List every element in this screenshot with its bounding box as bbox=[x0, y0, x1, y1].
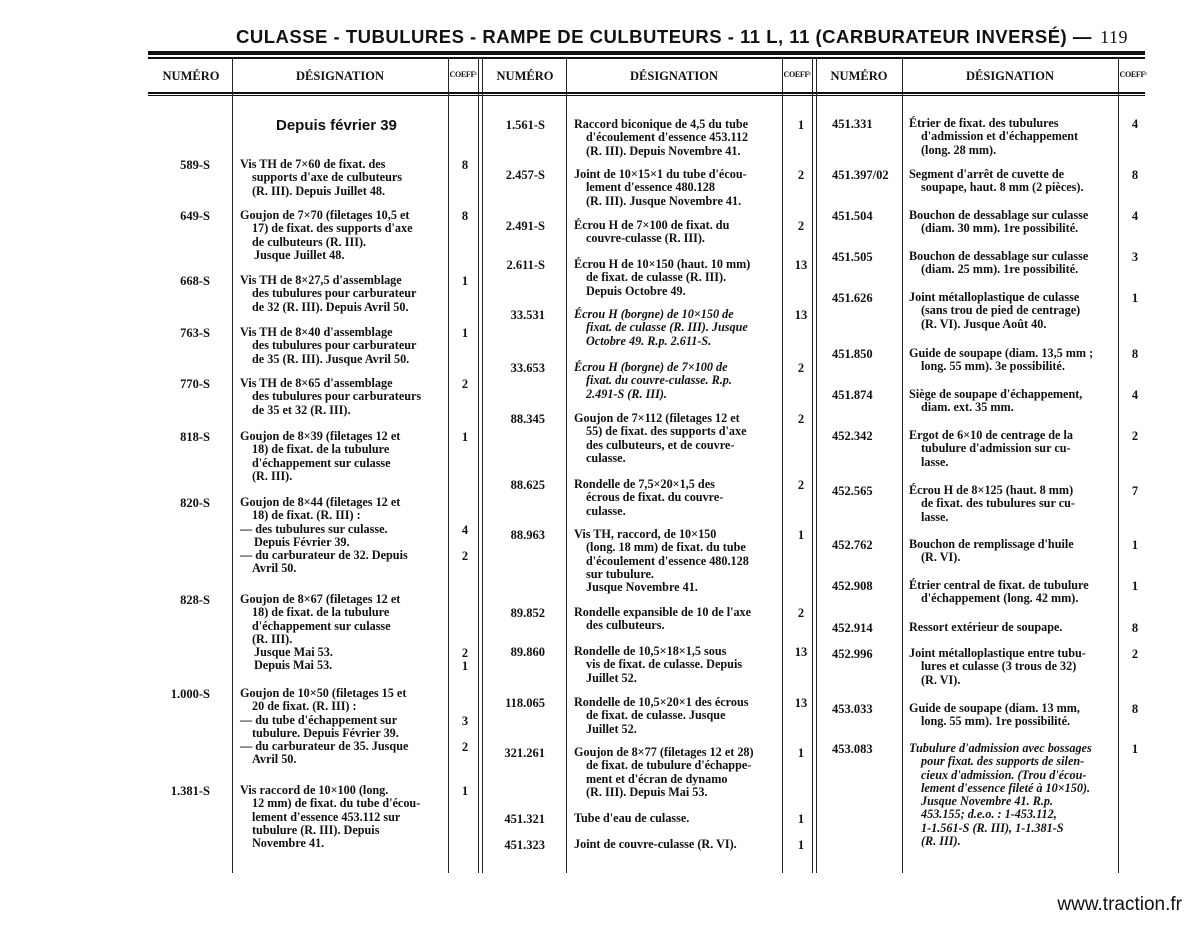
divider bbox=[448, 58, 449, 873]
part-designation bbox=[909, 538, 1074, 565]
part-number: 452.762 bbox=[832, 538, 873, 552]
part-number: 33.653 bbox=[510, 361, 545, 375]
part-coefficient: 1 bbox=[461, 784, 469, 798]
part-coefficient: 4 bbox=[461, 523, 469, 537]
part-coefficient: 2 bbox=[1131, 429, 1139, 443]
part-designation bbox=[240, 326, 416, 366]
designation-line: Depuis Février 39. bbox=[254, 534, 350, 549]
part-number: 820-S bbox=[180, 496, 210, 510]
designation-line: 18) de fixat. de la tubulure bbox=[252, 442, 390, 457]
designation-line: lement d'essence 453.112 sur bbox=[252, 809, 401, 824]
designation-line: Écrou H de 10×150 (haut. 10 mm) bbox=[574, 257, 751, 271]
section-title: Depuis février 39 bbox=[276, 117, 397, 134]
designation-line: (long. 18 mm) de fixat. du tube bbox=[586, 540, 746, 555]
part-coefficient: 2 bbox=[461, 740, 469, 754]
designation-line: d'échappement (long. 42 mm). bbox=[921, 591, 1079, 606]
part-coefficient: 1 bbox=[797, 812, 805, 826]
divider bbox=[812, 58, 813, 873]
designation-line: pour fixat. des supports de silen- bbox=[921, 754, 1085, 769]
part-designation bbox=[574, 361, 732, 401]
designation-line: Siège de soupape d'échappement, bbox=[909, 387, 1083, 401]
designation-line: tubulure. Depuis Février 39. bbox=[252, 725, 399, 740]
designation-line: Avril 50. bbox=[252, 561, 297, 576]
part-number: 452.914 bbox=[832, 621, 873, 635]
part-number: 451.321 bbox=[504, 812, 545, 826]
designation-line: (R. III). bbox=[252, 468, 293, 483]
part-number: 2.457-S bbox=[505, 168, 545, 182]
part-number: 451.626 bbox=[832, 291, 873, 305]
designation-line: Rondelle de 10,5×20×1 des écrous bbox=[574, 695, 749, 709]
designation-line: Joint métalloplastique de culasse bbox=[909, 290, 1080, 304]
designation-line: Rondelle de 10,5×18×1,5 sous bbox=[574, 644, 727, 658]
part-coefficient: 2 bbox=[461, 549, 469, 563]
designation-line: Juillet 52. bbox=[586, 670, 637, 685]
header-rule-thin bbox=[148, 57, 1145, 59]
designation-line: (diam. 30 mm). 1re possibilité. bbox=[921, 221, 1079, 236]
part-coefficient: 13 bbox=[794, 308, 808, 322]
designation-line: 1-1.561-S (R. III), 1-1.381-S bbox=[921, 820, 1064, 835]
designation-line: Novembre 41. bbox=[252, 836, 325, 851]
part-number: 33.531 bbox=[510, 308, 545, 322]
part-number: 118.065 bbox=[505, 696, 545, 710]
designation-line: 18) de fixat. de la tubulure bbox=[252, 605, 390, 620]
designation-line: 18) de fixat. (R. III) : bbox=[252, 508, 361, 523]
part-number: 452.565 bbox=[832, 484, 873, 498]
designation-line: Segment d'arrêt de cuvette de bbox=[909, 167, 1065, 181]
footer-url: www.traction.fr bbox=[1057, 894, 1182, 915]
part-designation bbox=[574, 118, 748, 158]
part-coefficient: 2 bbox=[797, 606, 805, 620]
part-designation bbox=[240, 274, 416, 314]
part-designation bbox=[909, 117, 1078, 157]
part-coefficient: 4 bbox=[1131, 388, 1139, 402]
divider bbox=[566, 58, 567, 873]
designation-line: (R. VI). bbox=[921, 550, 961, 565]
part-designation bbox=[574, 812, 689, 825]
part-designation bbox=[240, 784, 420, 850]
designation-line: Goujon de 8×44 (filetages 12 et bbox=[240, 495, 401, 509]
designation-line: Écrou H de 7×100 de fixat. du bbox=[574, 218, 730, 232]
designation-line: Rondelle expansible de 10 de l'axe bbox=[574, 605, 752, 619]
part-number: 828-S bbox=[180, 593, 210, 607]
designation-line: Goujon de 8×67 (filetages 12 et bbox=[240, 592, 401, 606]
part-designation bbox=[574, 478, 723, 518]
designation-line: long. 55 mm). 3e possibilité. bbox=[921, 359, 1065, 374]
part-designation bbox=[574, 412, 746, 465]
designation-line: 453.155; d.e.o. : 1-453.112, bbox=[921, 807, 1057, 822]
part-coefficient: 4 bbox=[1131, 117, 1139, 131]
part-coefficient: 13 bbox=[794, 696, 808, 710]
col3-header-designation: DÉSIGNATION bbox=[966, 69, 1054, 83]
header-rule-thick bbox=[148, 51, 1145, 55]
col1-header-numero: NUMÉRO bbox=[162, 69, 220, 83]
designation-line: — des tubulures sur culasse. bbox=[240, 521, 388, 536]
designation-line: Depuis Mai 53. bbox=[254, 658, 333, 673]
part-coefficient: 2 bbox=[797, 412, 805, 426]
part-number: 1.000-S bbox=[170, 687, 210, 701]
part-number: 452.908 bbox=[832, 579, 873, 593]
designation-line: Vis TH, raccord, de 10×150 bbox=[574, 527, 717, 541]
col2-header-coeff: COEFFᵗ bbox=[783, 70, 811, 79]
designation-line: Goujon de 7×70 (filetages 10,5 et bbox=[240, 208, 410, 222]
designation-line: d'admission et d'échappement bbox=[921, 129, 1079, 144]
part-coefficient: 2 bbox=[461, 377, 469, 391]
part-designation bbox=[909, 429, 1073, 469]
designation-line: Avril 50. bbox=[252, 752, 297, 767]
part-designation bbox=[574, 168, 747, 208]
part-designation bbox=[240, 430, 400, 483]
designation-line: des tubulures pour carburateur bbox=[252, 286, 417, 301]
part-coefficient: 1 bbox=[797, 528, 805, 542]
part-coefficient: 1 bbox=[461, 326, 469, 340]
part-number: 452.996 bbox=[832, 647, 873, 661]
part-coefficient: 1 bbox=[1131, 742, 1139, 756]
designation-line: d'échappement sur culasse bbox=[252, 455, 391, 470]
part-coefficient: 8 bbox=[461, 209, 469, 223]
designation-line: sur tubulure. bbox=[586, 566, 654, 581]
part-coefficient: 8 bbox=[1131, 168, 1139, 182]
designation-line: Jusque Novembre 41. R.p. bbox=[921, 794, 1054, 809]
divider bbox=[902, 58, 903, 873]
designation-line: 17) de fixat. des supports d'axe bbox=[252, 221, 413, 236]
designation-line: lasse. bbox=[921, 454, 949, 469]
col3-header-coeff: COEFFᵗ bbox=[1119, 70, 1147, 79]
part-designation bbox=[574, 258, 750, 298]
col1-header-coeff: COEFFᵗ bbox=[449, 70, 477, 79]
designation-line: tubulure (R. III). Depuis bbox=[252, 822, 380, 837]
designation-line: Ergot de 6×10 de centrage de la bbox=[909, 428, 1073, 442]
col3-header-numero: NUMÉRO bbox=[830, 69, 888, 83]
designation-line: de fixat. des tubulures sur cu- bbox=[921, 496, 1075, 511]
designation-line: (sans trou de pied de centrage) bbox=[921, 303, 1081, 318]
part-number: 451.331 bbox=[832, 117, 873, 131]
designation-line: — du carburateur de 35. Jusque bbox=[240, 739, 409, 754]
designation-line: Guide de soupape (diam. 13 mm, bbox=[909, 701, 1080, 715]
part-designation bbox=[909, 579, 1089, 606]
part-number: 453.083 bbox=[832, 742, 873, 756]
part-coefficient: 13 bbox=[794, 645, 808, 659]
designation-line: 20 de fixat. (R. III) : bbox=[252, 699, 357, 714]
designation-line: Joint de 10×15×1 du tube d'écou- bbox=[574, 167, 747, 181]
part-coefficient: 2 bbox=[1131, 647, 1139, 661]
designation-line: Joint métalloplastique entre tubu- bbox=[909, 646, 1086, 660]
part-number: 763-S bbox=[180, 326, 210, 340]
part-number: 88.345 bbox=[510, 412, 545, 426]
designation-line: Jusque Mai 53. bbox=[254, 645, 333, 660]
designation-line: (R. III). Depuis Novembre 41. bbox=[586, 143, 741, 158]
designation-line: (R. III). bbox=[252, 631, 293, 646]
designation-line: Vis TH de 7×60 de fixat. des bbox=[240, 157, 386, 171]
designation-line: des tubulures pour carburateurs bbox=[252, 389, 422, 404]
designation-line: Goujon de 8×77 (filetages 12 et 28) bbox=[574, 745, 754, 759]
designation-line: tubulure d'admission sur cu- bbox=[921, 441, 1071, 456]
part-coefficient: 1 bbox=[1131, 538, 1139, 552]
part-designation bbox=[909, 209, 1088, 236]
designation-line: lasse. bbox=[921, 509, 949, 524]
designation-line: culasse. bbox=[586, 450, 626, 465]
part-designation bbox=[574, 606, 751, 633]
divider bbox=[782, 58, 783, 873]
part-number: 649-S bbox=[180, 209, 210, 223]
column-header-rule bbox=[148, 92, 1145, 94]
designation-line: (long. 28 mm). bbox=[921, 142, 997, 157]
page-number: 119 bbox=[1100, 27, 1128, 47]
part-designation bbox=[909, 388, 1082, 415]
part-designation bbox=[574, 645, 742, 685]
designation-line: des tubulures pour carburateur bbox=[252, 338, 417, 353]
designation-line: Vis TH de 8×65 d'assemblage bbox=[240, 376, 393, 390]
designation-line: de fixat. de culasse (R. III). bbox=[586, 270, 727, 285]
designation-line: vis de fixat. de culasse. Depuis bbox=[586, 657, 743, 672]
part-coefficient: 1 bbox=[461, 430, 469, 444]
designation-line: (R. VI). bbox=[921, 672, 961, 687]
part-designation bbox=[240, 209, 412, 262]
part-number: 1.561-S bbox=[505, 118, 545, 132]
part-coefficient: 4 bbox=[1131, 209, 1139, 223]
part-number: 321.261 bbox=[504, 746, 545, 760]
designation-line: Vis raccord de 10×100 (long. bbox=[240, 783, 389, 797]
part-number: 452.342 bbox=[832, 429, 873, 443]
part-designation bbox=[909, 168, 1084, 195]
designation-line: Depuis Octobre 49. bbox=[586, 283, 686, 298]
part-coefficient: 7 bbox=[1131, 484, 1139, 498]
designation-line: Tubulure d'admission avec bossages bbox=[909, 741, 1092, 755]
part-designation bbox=[909, 742, 1092, 848]
designation-line: fixat. du couvre-culasse. R.p. bbox=[586, 373, 732, 388]
part-designation bbox=[240, 377, 421, 417]
part-number: 451.850 bbox=[832, 347, 873, 361]
designation-line: (R. III). Depuis Mai 53. bbox=[586, 784, 708, 799]
part-designation bbox=[909, 347, 1093, 374]
designation-line: Bouchon de dessablage sur culasse bbox=[909, 208, 1089, 222]
designation-line: d'écoulement d'essence 480.128 bbox=[586, 553, 749, 568]
part-number: 89.860 bbox=[510, 645, 545, 659]
designation-line: Tube d'eau de culasse. bbox=[574, 811, 690, 825]
designation-line: Jusque Novembre 41. bbox=[586, 580, 698, 595]
part-coefficient: 1 bbox=[461, 274, 469, 288]
designation-line: d'écoulement d'essence 453.112 bbox=[586, 130, 749, 145]
part-coefficient: 8 bbox=[1131, 621, 1139, 635]
designation-line: lement d'essence 480.128 bbox=[586, 180, 715, 195]
part-number: 589-S bbox=[180, 158, 210, 172]
part-designation bbox=[909, 484, 1075, 524]
designation-line: Joint de couvre-culasse (R. VI). bbox=[574, 837, 737, 851]
designation-line: de 35 (R. III). Jusque Avril 50. bbox=[252, 351, 410, 366]
designation-line: lures et culasse (3 trous de 32) bbox=[921, 659, 1077, 674]
part-number: 668-S bbox=[180, 274, 210, 288]
designation-line: (R. III). Depuis Juillet 48. bbox=[252, 183, 386, 198]
col2-header-numero: NUMÉRO bbox=[496, 69, 554, 83]
part-number: 1.381-S bbox=[170, 784, 210, 798]
part-designation bbox=[574, 308, 748, 348]
designation-line: Juillet 52. bbox=[586, 721, 637, 736]
title-text: CULASSE - TUBULURES - RAMPE DE CULBUTEURS - 11 L, 11 (CARBURATEUR INVERSÉ) — bbox=[236, 26, 1092, 47]
part-number: 2.491-S bbox=[505, 219, 545, 233]
divider bbox=[1118, 58, 1119, 873]
part-coefficient: 2 bbox=[797, 219, 805, 233]
part-designation bbox=[240, 158, 402, 198]
part-designation bbox=[240, 496, 408, 576]
part-designation bbox=[909, 621, 1062, 634]
part-coefficient: 13 bbox=[794, 258, 808, 272]
designation-line: soupape, haut. 8 mm (2 pièces). bbox=[921, 180, 1084, 195]
designation-line: long. 55 mm). 1re possibilité. bbox=[921, 714, 1071, 729]
designation-line: Raccord biconique de 4,5 du tube bbox=[574, 117, 749, 131]
designation-line: 55) de fixat. des supports d'axe bbox=[586, 424, 747, 439]
part-number: 451.323 bbox=[504, 838, 545, 852]
designation-line: — du carburateur de 32. Depuis bbox=[240, 548, 408, 563]
designation-line: cieux d'admission. (Trou d'écou- bbox=[921, 767, 1087, 782]
designation-line: Étrier de fixat. des tubulures bbox=[909, 116, 1059, 130]
part-coefficient: 8 bbox=[1131, 702, 1139, 716]
part-coefficient: 3 bbox=[461, 714, 469, 728]
designation-line: culasse. bbox=[586, 503, 626, 518]
designation-line: de 35 et 32 (R. III). bbox=[252, 402, 351, 417]
part-designation bbox=[909, 291, 1080, 331]
designation-line: Octobre 49. R.p. 2.611-S. bbox=[586, 333, 712, 348]
designation-line: d'échappement sur culasse bbox=[252, 618, 391, 633]
part-designation bbox=[909, 250, 1088, 277]
part-coefficient: 1 bbox=[1131, 579, 1139, 593]
part-designation bbox=[574, 219, 729, 246]
part-coefficient: 3 bbox=[1131, 250, 1139, 264]
part-number: 89.852 bbox=[510, 606, 545, 620]
col2-header-designation: DÉSIGNATION bbox=[630, 69, 718, 83]
part-designation bbox=[240, 687, 408, 767]
designation-line: (R. III). Jusque Novembre 41. bbox=[586, 193, 742, 208]
part-designation bbox=[574, 838, 737, 851]
part-number: 453.033 bbox=[832, 702, 873, 716]
designation-line: Étrier central de fixat. de tubulure bbox=[909, 578, 1089, 592]
col1-header-designation: DÉSIGNATION bbox=[296, 69, 384, 83]
designation-line: Vis TH de 8×40 d'assemblage bbox=[240, 325, 393, 339]
part-number: 818-S bbox=[180, 430, 210, 444]
designation-line: des culbuteurs, et de couvre- bbox=[586, 437, 735, 452]
part-number: 451.397/02 bbox=[832, 168, 889, 182]
part-coefficient: 2 bbox=[797, 168, 805, 182]
designation-line: (R. VI). Jusque Août 40. bbox=[921, 316, 1047, 331]
designation-line: Guide de soupape (diam. 13,5 mm ; bbox=[909, 346, 1094, 360]
designation-line: — du tube d'échappement sur bbox=[240, 712, 398, 727]
designation-line: Jusque Juillet 48. bbox=[254, 247, 345, 262]
designation-line: couvre-culasse (R. III). bbox=[586, 231, 705, 246]
designation-line: Bouchon de remplissage d'huile bbox=[909, 537, 1074, 551]
part-designation bbox=[574, 746, 754, 799]
part-designation bbox=[909, 702, 1080, 729]
part-number: 451.874 bbox=[832, 388, 873, 402]
part-number: 770-S bbox=[180, 377, 210, 391]
part-designation bbox=[574, 528, 749, 594]
designation-line: (diam. 25 mm). 1re possibilité. bbox=[921, 262, 1079, 277]
part-coefficient: 2 bbox=[797, 478, 805, 492]
part-coefficient: 1 bbox=[797, 838, 805, 852]
designation-line: 2.491-S (R. III). bbox=[586, 386, 667, 401]
designation-line: fixat. de culasse (R. III). Jusque bbox=[586, 320, 748, 335]
designation-line: supports d'axe de culbuteurs bbox=[252, 170, 402, 185]
designation-line: des culbuteurs. bbox=[586, 618, 665, 633]
designation-line: Ressort extérieur de soupape. bbox=[909, 620, 1063, 634]
divider bbox=[232, 58, 233, 873]
designation-line: Bouchon de dessablage sur culasse bbox=[909, 249, 1089, 263]
designation-line: Goujon de 7×112 (filetages 12 et bbox=[574, 411, 740, 425]
page-title bbox=[150, 24, 1130, 52]
part-coefficient: 8 bbox=[461, 158, 469, 172]
designation-line: Vis TH de 8×27,5 d'assemblage bbox=[240, 273, 402, 287]
designation-line: lement d'essence fileté à 10×150). bbox=[921, 780, 1091, 795]
part-number: 2.611-S bbox=[506, 258, 545, 272]
designation-line: (R. III). bbox=[921, 834, 961, 849]
designation-line: diam. ext. 35 mm. bbox=[921, 400, 1014, 415]
part-coefficient: 1 bbox=[461, 659, 469, 673]
part-coefficient: 1 bbox=[797, 746, 805, 760]
designation-line: écrous de fixat. du couvre- bbox=[586, 490, 724, 505]
part-designation bbox=[240, 593, 400, 673]
designation-line: ment et d'écran de dynamo bbox=[586, 771, 728, 786]
designation-line: de culbuteurs (R. III). bbox=[252, 234, 367, 249]
part-number: 88.625 bbox=[510, 478, 545, 492]
part-coefficient: 2 bbox=[797, 361, 805, 375]
part-number: 88.963 bbox=[510, 528, 545, 542]
designation-line: de fixat. de tubulure d'échappe- bbox=[586, 758, 752, 773]
part-designation bbox=[574, 696, 748, 736]
designation-line: Goujon de 10×50 (filetages 15 et bbox=[240, 686, 407, 700]
column-header-rule-2 bbox=[148, 95, 1145, 96]
part-coefficient: 2 bbox=[461, 646, 469, 660]
part-coefficient: 1 bbox=[1131, 291, 1139, 305]
part-number: 451.504 bbox=[832, 209, 873, 223]
designation-line: Goujon de 8×39 (filetages 12 et bbox=[240, 429, 401, 443]
designation-line: Écrou H (borgne) de 7×100 de bbox=[574, 360, 728, 374]
designation-line: Rondelle de 7,5×20×1,5 des bbox=[574, 477, 715, 491]
designation-line: Écrou H de 8×125 (haut. 8 mm) bbox=[909, 483, 1074, 497]
part-coefficient: 8 bbox=[1131, 347, 1139, 361]
designation-line: 12 mm) de fixat. du tube d'écou- bbox=[252, 796, 421, 811]
designation-line: Écrou H (borgne) de 10×150 de bbox=[574, 307, 734, 321]
divider bbox=[816, 58, 817, 873]
part-number: 451.505 bbox=[832, 250, 873, 264]
designation-line: de fixat. de culasse. Jusque bbox=[586, 708, 726, 723]
designation-line: de 32 (R. III). Depuis Avril 50. bbox=[252, 299, 409, 314]
part-coefficient: 1 bbox=[797, 118, 805, 132]
part-designation bbox=[909, 647, 1086, 687]
